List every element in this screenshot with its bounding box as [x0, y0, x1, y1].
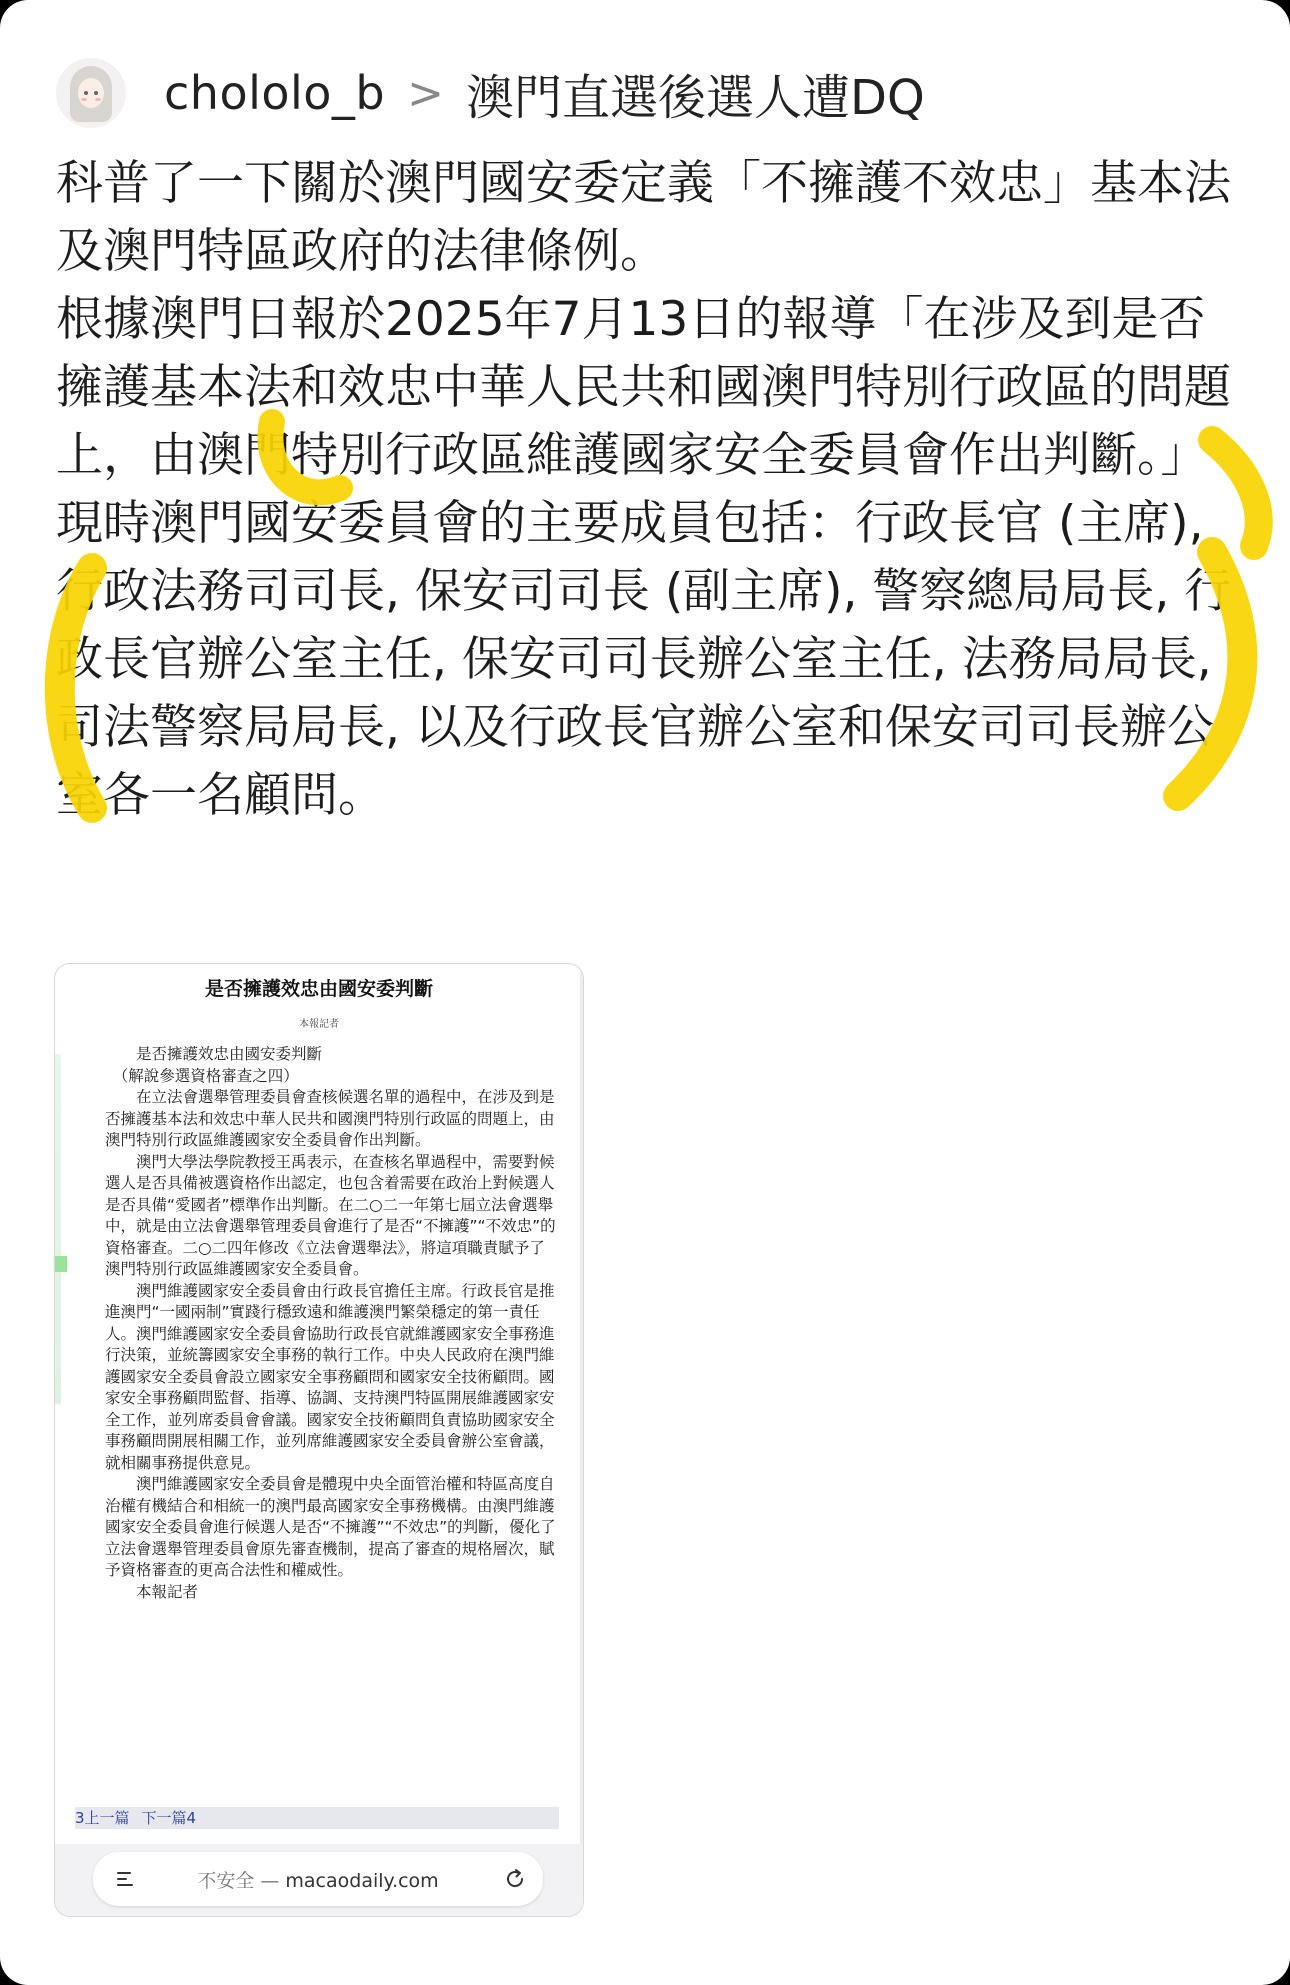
- article-title: 是否擁護效忠由國安委判斷: [204, 978, 433, 1000]
- post-paragraph: 根據澳門日報於2025年7月13日的報導「在涉及到是否擁護基本法和效忠中華人民共和國澳門特別行政區的問題上，由澳門特別行政區維護國家安全委員會作出判斷。」: [56, 292, 1231, 483]
- post-paragraph: 現時澳門國安委員會的主要成員包括：行政長官 (主席), 行政法務司司長, 保安司司長 (副主席), 警察總局局長, 行政長官辦公室主任, 保安司司長辦公室主任, 法務局局長, 司法警察局局長, 以及行政長官辦公室和保安司司長辦公室各一名顧問。: [56, 496, 1232, 823]
- insecure-label: 不安全 —: [197, 1869, 280, 1892]
- article-subhead: （解說參選資格審查之四）: [112, 1066, 299, 1085]
- address-text: [197, 1866, 438, 1893]
- page-settings-icon[interactable]: [115, 1869, 135, 1889]
- post-header: [56, 48, 925, 138]
- username[interactable]: chololo_b: [164, 66, 386, 120]
- post-text: [56, 150, 1236, 830]
- article-reporter-bottom: 本報記者: [136, 1582, 199, 1601]
- domain-text: macaodaily.com: [285, 1869, 439, 1892]
- prev-article-link[interactable]: 3上一篇: [75, 1809, 130, 1827]
- article-paragraph: 澳門大學法學院教授王禹表示，在查核名單過程中，需要對候選人是否具備被選資格作出認定，也包含着需要在政治上對候選人是否具備“愛國者”標準作出判斷。在二○二一年第七屆立法會選舉中，就是由立法會選舉管理委員會進行了是否“不擁護”“不效忠”的資格審查。二○二四年修改《立法會選舉法》，將這項職責賦予了澳門特別行政區維護國家安全委員會。: [105, 1152, 556, 1278]
- article-paragraph: 澳門維護國家安全委員會是體現中央全面管治權和特區高度自治權有機結合和相統一的澳門最高國家安全事務機構。由澳門維護國家安全委員會進行候選人是否“不擁護”“不效忠”的判斷，優化了立法會選舉管理委員會原先審查機制，提高了審查的規格層次，賦予資格審查的更高合法性和權威性。: [105, 1475, 556, 1579]
- address-bar[interactable]: [93, 1852, 543, 1906]
- article-body: [105, 1044, 557, 1603]
- article-paragraph: 在立法會選舉管理委員會查核候選名單的過程中，在涉及到是否擁護基本法和效忠中華人民共和國澳門特別行政區的問題上，由澳門特別行政區維護國家安全委員會作出判斷。: [105, 1088, 555, 1149]
- reload-icon[interactable]: [503, 1867, 527, 1891]
- forum-title[interactable]: 澳門直選後選人遭DQ: [466, 69, 925, 126]
- article-reporter: 本報記者: [299, 1019, 339, 1030]
- post-paragraph: 科普了一下關於澳門國安委定義「不擁護不效忠」基本法及澳門特區政府的法律條例。: [56, 156, 1231, 279]
- next-article-link[interactable]: 下一篇4: [141, 1809, 197, 1827]
- browser-bottom-bar: [55, 1844, 583, 1916]
- article-pager: [75, 1807, 559, 1829]
- avatar[interactable]: [56, 58, 126, 128]
- article-paragraph: 澳門維護國家安全委員會由行政長官擔任主席。行政長官是推進澳門“一國兩制”實踐行穩致遠和維護澳門繁榮穩定的第一責任人。澳門維護國家安全委員會協助行政長官就維護國家安全事務進行決策，並統籌國家安全事務的執行工作。中央人民政府在澳門維護國家安全委員會設立國家安全事務顧問和國家安全技術顧問。國家安全事務顧問監督、指導、協調、支持澳門特區開展維護國家安全工作，並列席委員會會議。國家安全技術顧問負責協助國家安全事務顧問開展相關工作，並列席維護國家安全委員會辦公室會議，就相關事務提供意見。: [105, 1281, 555, 1472]
- article-headline: 是否擁護效忠由國安委判斷: [136, 1045, 323, 1063]
- chevron-right-icon: >: [407, 67, 445, 119]
- article-screenshot[interactable]: [54, 963, 584, 1917]
